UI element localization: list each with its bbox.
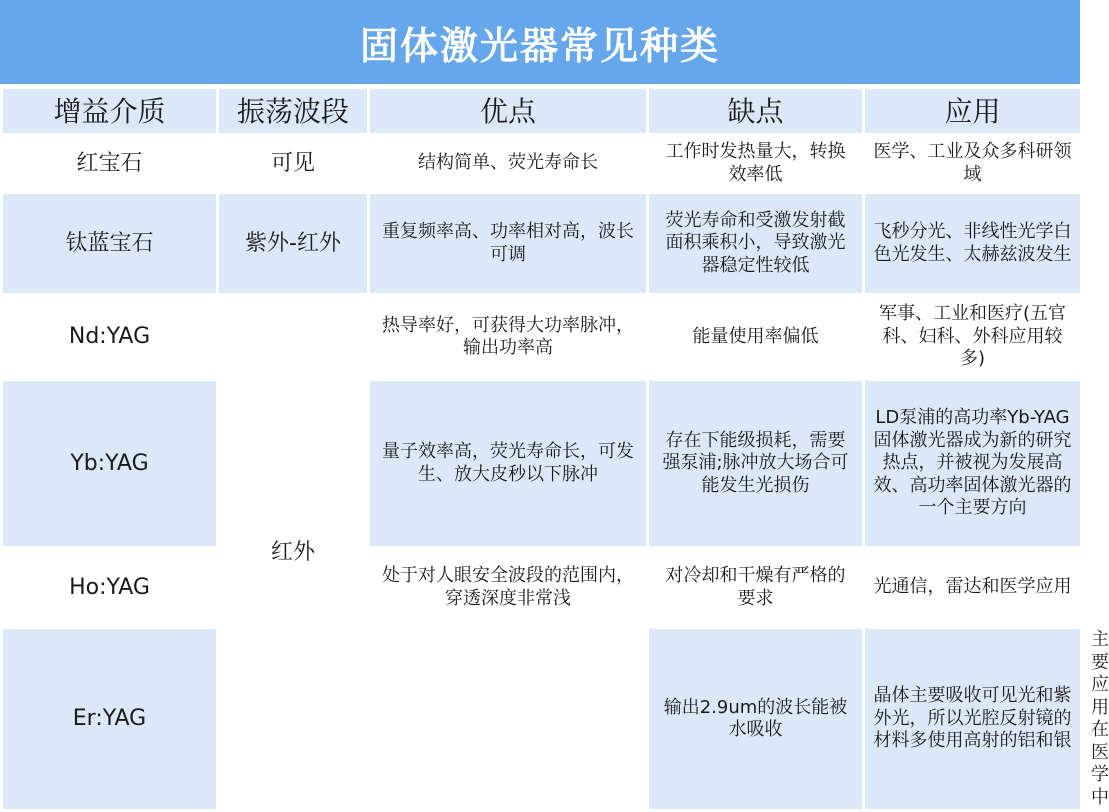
cell-band: 可见 bbox=[218, 135, 369, 193]
cell-pros: 输出2.9um的波长能被水吸收 bbox=[648, 628, 864, 811]
table-row: Er:YAG 输出2.9um的波长能被水吸收 晶体主要吸收可见光和紫外光，所以光腔反射镜的材料多使用高射的铝和银 主要应用在医学中 bbox=[2, 628, 1082, 811]
header-cons: 缺点 bbox=[648, 88, 864, 135]
laser-types-table bbox=[0, 86, 1109, 812]
cell-medium: Yb:YAG bbox=[2, 380, 218, 548]
page-title: 固体激光器常见种类 bbox=[0, 0, 1080, 87]
cell-pros: 重复频率高、功率相对高，波长可调 bbox=[369, 193, 648, 295]
cell-cons: 存在下能级损耗，需要强泵浦;脉冲放大场合可能发生光损伤 bbox=[648, 380, 864, 548]
table-row bbox=[2, 193, 1082, 295]
cell-cons: 晶体主要吸收可见光和紫外光，所以光腔反射镜的材料多使用高射的铝和银 bbox=[864, 628, 1082, 811]
cell-band-empty bbox=[369, 628, 648, 811]
cell-apps: 军事、工业和医疗(五官科、妇科、外科应用较多) bbox=[864, 295, 1082, 380]
cell-cons: 荧光寿命和受激发射截面积乘积小，导致激光器稳定性较低 bbox=[648, 193, 864, 295]
cell-medium: 红宝石 bbox=[2, 135, 218, 193]
cell-band: 紫外-红外 bbox=[218, 193, 369, 295]
header-band: 振荡波段 bbox=[218, 88, 369, 135]
cell-apps: 飞秒分光、非线性光学白色光发生、太赫兹波发生 bbox=[864, 193, 1082, 295]
cell-apps: 光通信，雷达和医学应用 bbox=[864, 548, 1082, 628]
table-row bbox=[2, 135, 1082, 193]
cell-pros: 量子效率高，荧光寿命长，可发生、放大皮秒以下脉冲 bbox=[369, 380, 648, 548]
header-medium: 增益介质 bbox=[2, 88, 218, 135]
table-header-row bbox=[2, 88, 1082, 135]
cell-medium: Nd:YAG bbox=[2, 295, 218, 380]
cell-cons: 能量使用率偏低 bbox=[648, 295, 864, 380]
header-pros: 优点 bbox=[369, 88, 648, 135]
cell-apps: LD泵浦的高功率Yb-YAG固体激光器成为新的研究热点，并被视为发展高效、高功率固体激光器的一个主要方向 bbox=[864, 380, 1082, 548]
table-row bbox=[2, 548, 1082, 628]
table-row bbox=[2, 380, 1082, 548]
cell-pros: 热导率好，可获得大功率脉冲，输出功率高 bbox=[369, 295, 648, 380]
cell-medium: 钛蓝宝石 bbox=[2, 193, 218, 295]
cell-medium: Ho:YAG bbox=[2, 548, 218, 628]
cell-apps: 医学、工业及众多科研领域 bbox=[864, 135, 1082, 193]
cell-pros: 处于对人眼安全波段的范围内，穿透深度非常浅 bbox=[369, 548, 648, 628]
table-row bbox=[2, 295, 1082, 380]
cell-cons: 对冷却和干燥有严格的要求 bbox=[648, 548, 864, 628]
cell-cons: 工作时发热量大，转换效率低 bbox=[648, 135, 864, 193]
cell-band-merged: 红外 bbox=[218, 295, 369, 811]
header-apps: 应用 bbox=[864, 88, 1082, 135]
cell-pros: 结构简单、荧光寿命长 bbox=[369, 135, 648, 193]
cell-medium: Er:YAG bbox=[2, 628, 218, 811]
